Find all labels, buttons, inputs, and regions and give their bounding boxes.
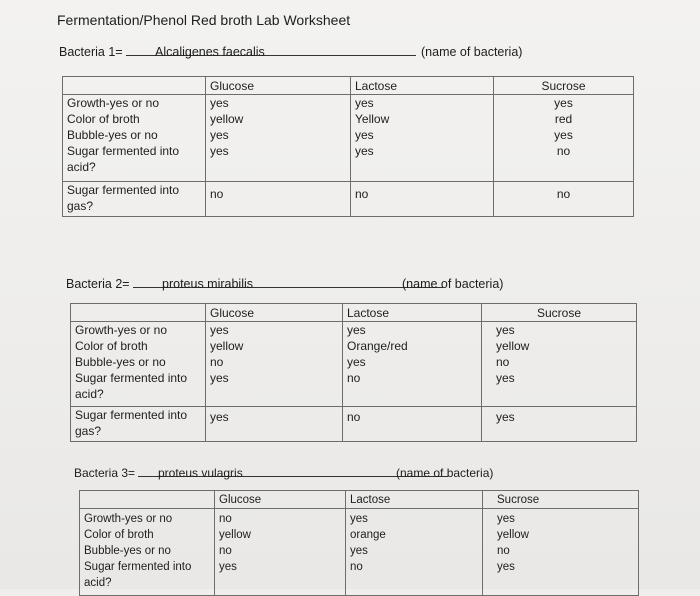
table-row <box>63 95 634 182</box>
column-header: Lactose <box>351 77 494 95</box>
glucose-values-cell <box>206 322 343 407</box>
lactose-values-cell <box>343 322 482 407</box>
cell-value: yes <box>347 355 366 369</box>
row-label: Growth-yes or no <box>75 323 168 337</box>
row-label: Sugar fermented into gas? <box>75 408 188 438</box>
cell-value: yes <box>496 323 515 337</box>
table-row <box>63 182 634 217</box>
row-labels-cell <box>63 95 206 182</box>
cell-value: no <box>350 561 363 573</box>
glucose-values-cell <box>206 95 351 182</box>
cell-value: no <box>219 513 232 525</box>
cell-value: yes <box>350 545 368 557</box>
cell-value: yes <box>219 561 237 573</box>
bacteria-3-line <box>74 466 594 484</box>
bacteria-2-label: Bacteria 2= <box>66 277 130 291</box>
bacteria-3-label: Bacteria 3= <box>74 466 136 480</box>
cell-value: yes <box>210 128 229 142</box>
cell-value: yellow <box>496 339 530 353</box>
sucrose-values-cell <box>494 95 634 182</box>
row-labels-cell <box>71 322 206 407</box>
cell-value: orange <box>350 529 386 541</box>
row-label: Color of broth <box>84 529 154 541</box>
table-row <box>71 322 637 407</box>
cell-value: no <box>351 182 494 217</box>
cell-value: yes <box>355 144 374 158</box>
cell-value: no <box>494 182 634 217</box>
row-label: Bubble-yes or no <box>67 128 158 142</box>
cell-value: yes <box>355 96 374 110</box>
cell-value: yes <box>350 513 368 525</box>
cell-value: yes <box>210 96 229 110</box>
row-label: Bubble-yes or no <box>75 355 166 369</box>
table-header-row <box>80 491 639 509</box>
empty-header-cell <box>71 304 206 322</box>
bacteria-1-name: Alcaligenes faecalis <box>155 45 265 59</box>
cell-value: yes <box>210 323 229 337</box>
empty-header-cell <box>63 77 206 95</box>
bacteria-3-table <box>79 490 639 596</box>
cell-value: yes <box>554 128 573 142</box>
lactose-values-cell <box>346 509 483 596</box>
row-label: Sugar fermented into acid? <box>84 561 192 589</box>
row-label: Bubble-yes or no <box>84 545 171 557</box>
cell-value: yes <box>496 371 515 385</box>
bacteria-1-label: Bacteria 1= <box>59 45 123 59</box>
column-header: Sucrose <box>494 77 634 95</box>
column-header: Sucrose <box>482 304 637 322</box>
bacteria-2-line <box>66 277 586 295</box>
cell-value: yes <box>206 407 343 442</box>
cell-value: yes <box>497 561 515 573</box>
row-labels-cell <box>80 509 215 596</box>
table-row <box>80 509 639 596</box>
gas-label-cell <box>71 407 206 442</box>
cell-value: yes <box>355 128 374 142</box>
cell-value: no <box>347 371 361 385</box>
bacteria-3-name-note: (name of bacteria) <box>396 466 494 480</box>
row-label: Sugar fermented into gas? <box>67 183 180 213</box>
cell-value: Orange/red <box>347 339 408 353</box>
cell-value: red <box>554 112 573 126</box>
cell-value: Yellow <box>355 112 390 126</box>
bacteria-2-table <box>70 303 637 442</box>
row-label: Growth-yes or no <box>67 96 160 110</box>
worksheet-title: Fermentation/Phenol Red broth Lab Worksheet <box>57 12 351 28</box>
gas-label-cell <box>63 182 206 217</box>
cell-value: no <box>496 355 510 369</box>
cell-value: yellow <box>210 112 244 126</box>
cell-value: yellow <box>219 529 251 541</box>
cell-value: no <box>343 407 482 442</box>
cell-value: no <box>497 545 510 557</box>
row-label: Color of broth <box>67 112 140 126</box>
column-header: Glucose <box>206 77 351 95</box>
cell-value: no <box>210 355 224 369</box>
table-row <box>71 407 637 442</box>
lactose-values-cell <box>351 95 494 182</box>
row-label: Color of broth <box>75 339 148 353</box>
bacteria-3-name: proteus vulagris <box>158 466 243 480</box>
row-label: Sugar fermented into acid? <box>67 144 180 174</box>
bacteria-1-table <box>62 76 634 217</box>
cell-value: yes <box>497 513 515 525</box>
cell-value: yes <box>554 96 573 110</box>
row-label: Growth-yes or no <box>84 513 173 525</box>
cell-value: yes <box>482 407 637 442</box>
column-header: Lactose <box>343 304 482 322</box>
sucrose-values-cell <box>482 322 637 407</box>
empty-header-cell <box>80 491 215 509</box>
glucose-values-cell <box>215 509 346 596</box>
bacteria-1-line <box>59 45 599 63</box>
column-header: Glucose <box>215 491 346 509</box>
row-label: Sugar fermented into acid? <box>75 371 188 401</box>
sucrose-values-cell <box>483 509 639 596</box>
column-header: Sucrose <box>483 491 639 509</box>
cell-value: no <box>206 182 351 217</box>
cell-value: yes <box>210 144 229 158</box>
cell-value: no <box>219 545 232 557</box>
table-header-row <box>71 304 637 322</box>
cell-value: yellow <box>210 339 244 353</box>
column-header: Lactose <box>346 491 483 509</box>
cell-value: yes <box>347 323 366 337</box>
cell-value: yellow <box>497 529 529 541</box>
bacteria-2-name: proteus mirabilis <box>162 277 254 291</box>
bacteria-1-name-note: (name of bacteria) <box>421 45 523 59</box>
bacteria-2-name-note: (name of bacteria) <box>402 277 504 291</box>
table-header-row <box>63 77 634 95</box>
cell-value: no <box>556 144 571 158</box>
column-header: Glucose <box>206 304 343 322</box>
cell-value: yes <box>210 371 229 385</box>
